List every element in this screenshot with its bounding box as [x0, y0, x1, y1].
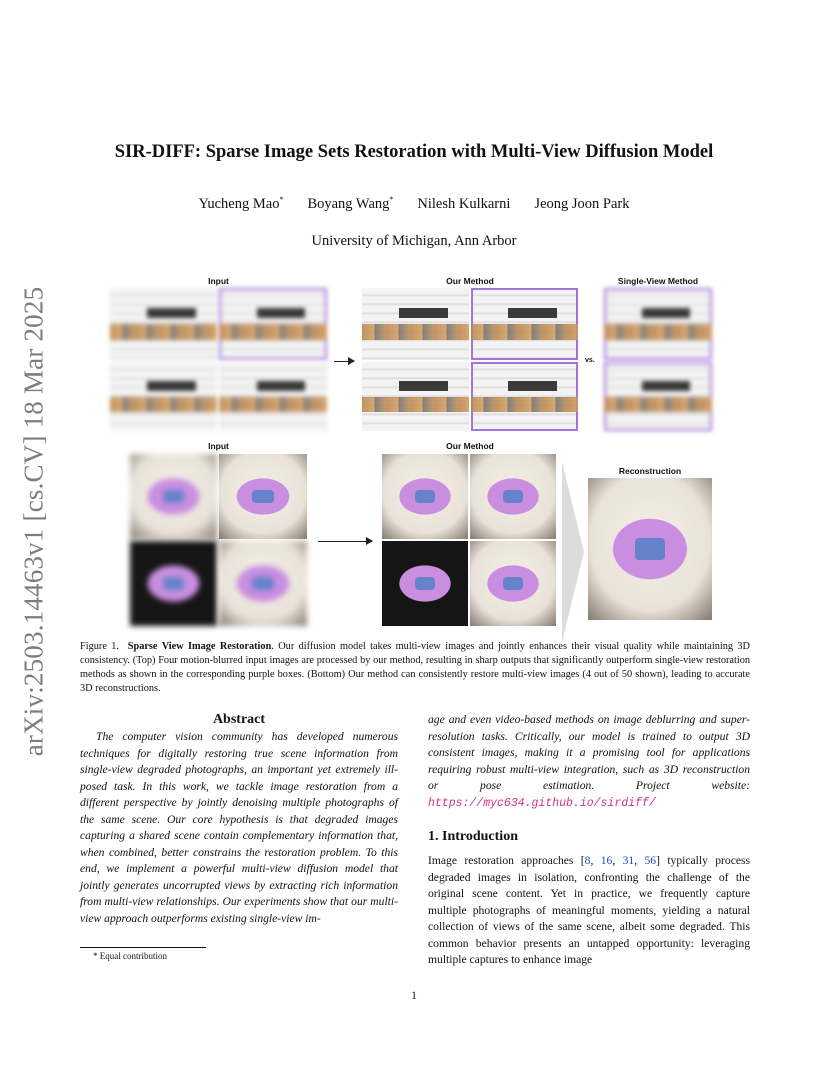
citation-link[interactable]: 8	[584, 854, 591, 867]
input-room-view-2	[219, 288, 327, 360]
author: Jeong Joon Park	[534, 195, 630, 212]
author: Nilesh Kulkarni	[417, 195, 511, 212]
ours-controller-view-4	[470, 541, 556, 626]
citation-link[interactable]: 16	[600, 854, 613, 867]
single-view-room-1	[604, 288, 712, 360]
arxiv-stamp-text: arXiv:2503.14463v1 [cs.CV] 18 Mar 2025	[18, 286, 49, 756]
intro-text: Image restoration approaches [8, 16, 31, 56] typically process degraded images in isolation, confronting the challenge of the original scene content. Yet in practice, we frequently capture multiple photographs of meaningful moments, yielding a natural collection of views of the same scene, albeit some degraded. This common behavior presents an untapped opportunity: leveraging multiple captures to enhance image	[428, 854, 751, 966]
paper-title: SIR-DIFF: Sparse Image Sets Restoration with Multi-View Diffusion Model	[114, 142, 714, 162]
abstract-continued: age and even video-based methods on image deblurring and super-resolution tasks. Critically, our model is trained to output 3D consistent images, making it a promising tool for applications requiring robust multi-view integration, such as 3D reconstruction or pose estimation. Project website: https://myc634.github.io/sirdiff/	[428, 713, 750, 810]
abstract-heading: Abstract	[212, 712, 266, 727]
author-list	[60, 195, 768, 213]
figure-label-ours-top: Our Method	[446, 276, 494, 286]
chevron-right-icon	[562, 462, 584, 642]
input-controller-view-2	[219, 454, 307, 539]
ours-controller-view-1	[382, 454, 468, 539]
ours-room-view-3	[362, 362, 469, 431]
ours-room-view-1	[362, 288, 469, 360]
ours-room-view-2	[471, 288, 578, 360]
input-controller-view-3	[130, 541, 217, 626]
project-link[interactable]: https://myc634.github.io/sirdiff/	[428, 796, 656, 810]
arxiv-stamp	[14, 282, 54, 760]
figure-label-ours-bottom: Our Method	[446, 441, 494, 451]
input-room-view-4	[219, 362, 327, 431]
footnote-rule	[80, 947, 206, 948]
figure-caption: Figure 1. Sparse View Image Restoration. Our diffusion model takes multi-view images and jointly enhances their visual quality while maintaining 3D consistency. (Top) Four motion-blurred input images are processed by our method, resulting in sharp outputs that significantly outperform single-view restoration methods as shown in the corresponding purple boxes. (Bottom) Our method can consistently restore multi-view images (4 out of 50 shown), leading to accurate 3D reconstructions.	[80, 641, 750, 694]
ours-controller-view-3	[382, 541, 468, 626]
vs-label: vs.	[585, 357, 595, 364]
affiliation: University of Michigan, Ann Arbor	[311, 233, 517, 249]
author: Yucheng Mao*	[198, 195, 284, 212]
citation-link[interactable]: 31	[622, 854, 635, 867]
figure-label-reconstruction: Reconstruction	[618, 466, 682, 476]
arrow-right-icon	[334, 361, 354, 362]
citation-link[interactable]: 56	[644, 854, 657, 867]
reconstruction-render	[588, 478, 712, 620]
ours-controller-view-2	[470, 454, 556, 539]
figure-label-input-top: Input	[208, 276, 229, 286]
arrow-right-icon	[318, 541, 372, 542]
figure-label-input-bottom: Input	[208, 441, 229, 451]
abstract-text: The computer vision community has developed numerous techniques for digitally restoring true scene information from single-view degraded photographs, an important yet extremely ill-posed task. In this work, we tackle image restoration from a different perspective by jointly denoising multiple photographs of the same scene. Our core hypothesis is that degraded images capturing a shared scene contain complementary information that, when combined, better constrains the restoration problem. To this end, we implement a powerful multi-view diffusion model that jointly generates uncorrupted views by extracting rich information from multi-view relationships. Our experiments show that our multi-view approach outperforms existing single-view im-	[80, 730, 398, 925]
input-controller-view-1	[130, 454, 217, 539]
page-number: 1	[411, 990, 417, 1002]
author: Boyang Wang*	[307, 195, 394, 212]
input-room-view-3	[110, 362, 217, 431]
single-view-room-2	[604, 362, 712, 431]
ours-room-view-4	[471, 362, 578, 431]
input-controller-view-4	[219, 541, 307, 626]
intro-heading: 1. Introduction	[428, 829, 518, 844]
footnote: * Equal contribution	[93, 951, 167, 961]
caption-bold: Sparse View Image Restoration	[127, 641, 272, 652]
figure-label-single-view: Single-View Method	[617, 276, 699, 286]
input-room-view-1	[110, 288, 217, 360]
